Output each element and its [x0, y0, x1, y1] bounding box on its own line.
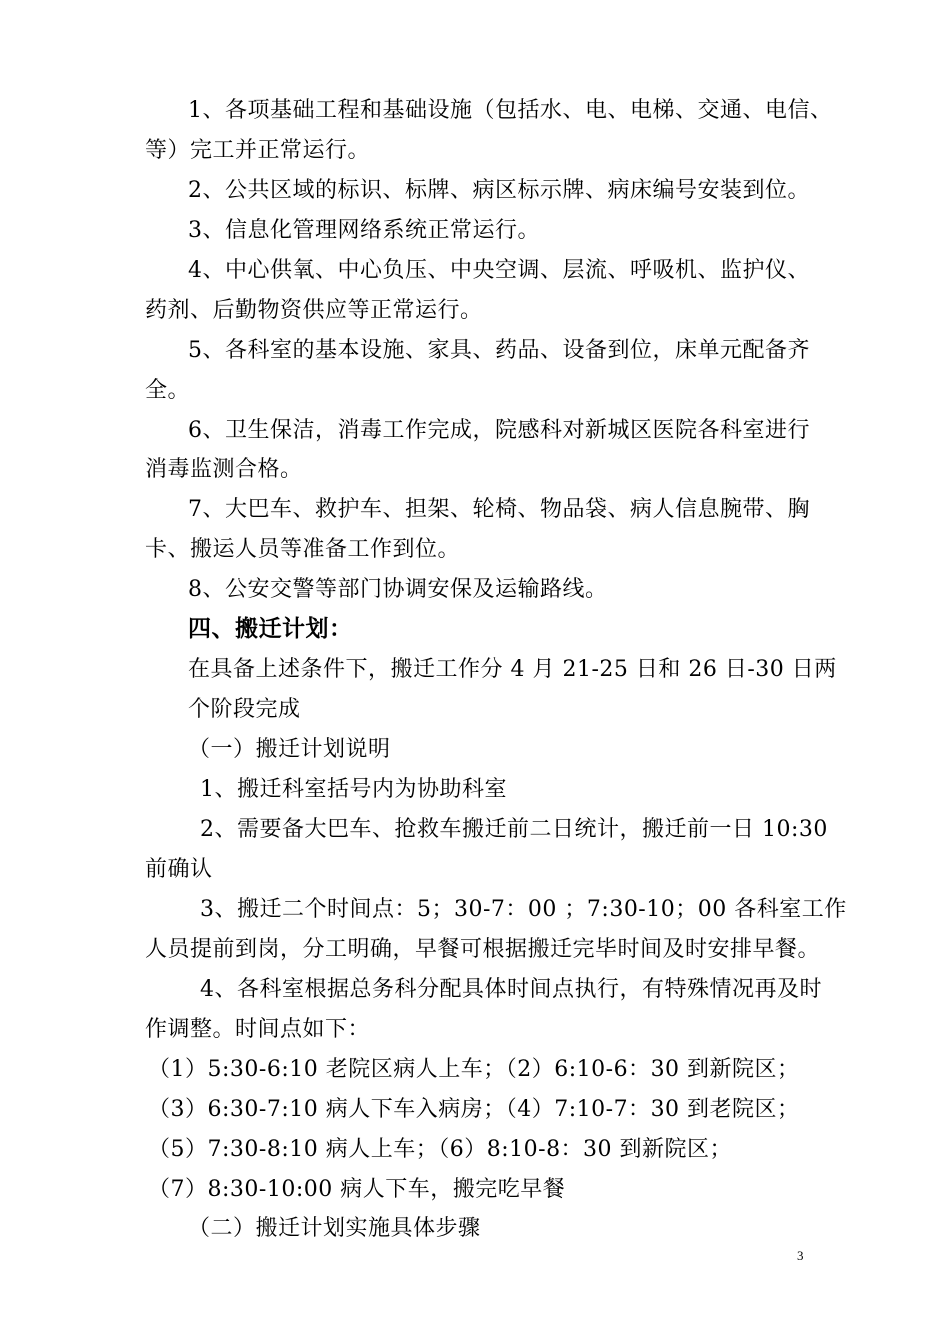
- text-line-10: 消毒监测合格。: [145, 457, 303, 482]
- subsection-heading-1: （一）搬迁计划说明: [188, 737, 391, 762]
- text-line-6: 药剂、后勤物资供应等正常运行。: [145, 298, 483, 323]
- text-line-9: 6、卫生保洁，消毒工作完成，院感科对新城区医院各科室进行: [188, 418, 810, 443]
- text-line-5: 4、中心供氧、中心负压、中央空调、层流、呼吸机、监护仪、: [188, 258, 810, 283]
- text-line-16: 个阶段完成: [188, 697, 301, 722]
- text-line-8: 全。: [145, 378, 191, 403]
- text-line-4: 3、信息化管理网络系统正常运行。: [188, 218, 540, 243]
- text-line-18: 1、搬迁科室括号内为协助科室: [200, 777, 507, 802]
- schedule-line-3: （5）7:30-8:10 病人上车；（6）8:10-8：30 到新院区；: [148, 1137, 733, 1162]
- text-line-1: 1、各项基础工程和基础设施（包括水、电、电梯、交通、电信、: [188, 98, 833, 123]
- subsection-heading-2: （二）搬迁计划实施具体步骤: [188, 1216, 481, 1241]
- text-line-12: 卡、搬运人员等准备工作到位。: [145, 537, 461, 562]
- text-line-13: 8、公安交警等部门协调安保及运输路线。: [188, 577, 608, 602]
- text-line-21: 3、搬迁二个时间点：5；30-7：00 ；7:30-10；00 各科室工作: [200, 897, 847, 922]
- text-line-22: 人员提前到岗，分工明确，早餐可根据搬迁完毕时间及时安排早餐。: [145, 937, 821, 962]
- text-line-23: 4、各科室根据总务科分配具体时间点执行，有特殊情况再及时: [200, 977, 822, 1002]
- schedule-line-2: （3）6:30-7:10 病人下车入病房；（4）7:10-7：30 到老院区；: [148, 1097, 800, 1122]
- text-line-19: 2、需要备大巴车、抢救车搬迁前二日统计，搬迁前一日 10:30: [200, 817, 828, 842]
- schedule-line-1: （1）5:30-6:10 老院区病人上车；（2）6:10-6：30 到新院区；: [148, 1057, 800, 1082]
- text-line-7: 5、各科室的基本设施、家具、药品、设备到位，床单元配备齐: [188, 338, 810, 363]
- schedule-line-4: （7）8:30-10:00 病人下车，搬完吃早餐: [148, 1177, 566, 1202]
- text-line-15: 在具备上述条件下，搬迁工作分 4 月 21-25 日和 26 日-30 日两: [188, 657, 837, 682]
- text-line-3: 2、公共区域的标识、标牌、病区标示牌、病床编号安装到位。: [188, 178, 810, 203]
- text-line-24: 作调整。时间点如下：: [145, 1017, 371, 1042]
- text-line-11: 7、大巴车、救护车、担架、轮椅、物品袋、病人信息腕带、胸: [188, 497, 810, 522]
- text-line-2: 等）完工并正常运行。: [145, 138, 371, 163]
- section-heading-4: 四、搬迁计划：: [188, 616, 353, 642]
- page-number: 3: [797, 1248, 804, 1263]
- text-line-20: 前确认: [145, 857, 213, 882]
